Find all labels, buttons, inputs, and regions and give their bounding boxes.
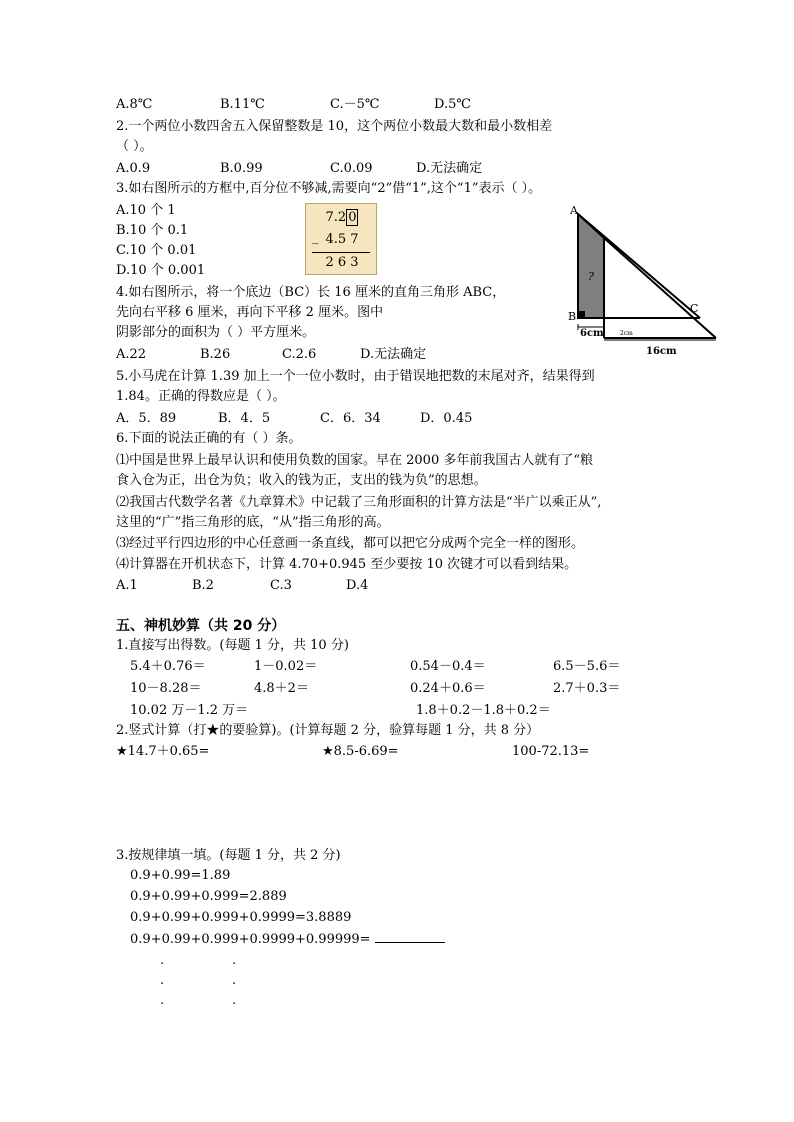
box-minus-sign: _ bbox=[312, 230, 319, 245]
q4-text-line3: 阴影部分的面积为（ ）平方厘米。 bbox=[116, 325, 316, 340]
q1-option-b: B.11℃ bbox=[220, 97, 265, 112]
q4-text-line1: 4.如右图所示，将一个底边（BC）长 16 厘米的直角三角形 ABC， bbox=[116, 285, 506, 300]
label-b: B bbox=[568, 310, 577, 323]
q2-text-line1: 2.一个两位小数四舍五入保留整数是 10，这个两位小数最大数和最小数相差 bbox=[116, 119, 553, 134]
q2-option-d: D.无法确定 bbox=[416, 161, 483, 176]
label-a: A bbox=[570, 204, 578, 217]
box-row1-digits: 7.2 bbox=[325, 210, 347, 225]
ellipsis-dot: . bbox=[232, 953, 237, 968]
q6-statement-2a: ⑵我国古代数学名著《九章算术》中记载了三角形面积的计算方法是“半广以乘正从”, bbox=[116, 495, 602, 510]
pattern-line-2: 0.9+0.99+0.999=2.889 bbox=[130, 889, 287, 904]
q5-option-d: D．0.45 bbox=[420, 411, 473, 426]
pattern-line-4-text: 0.9+0.99+0.999+0.9999+0.99999= bbox=[130, 932, 371, 947]
q4-option-d: D.无法确定 bbox=[360, 347, 427, 362]
section5-title: 五、神机妙算（共 20 分） bbox=[116, 618, 286, 634]
calc-2-1: 10－8.28＝ bbox=[130, 681, 202, 696]
shaded-region bbox=[578, 214, 604, 318]
box-row2: 4.5 7 bbox=[325, 232, 359, 247]
q5-option-a: A．5．89 bbox=[116, 411, 177, 426]
q5-text-line2: 1.84。正确的得数应是（ ）。 bbox=[116, 389, 286, 404]
vertical-calc-3: 100-72.13= bbox=[512, 744, 590, 759]
section5-part2: 2.竖式计算（打★的要验算)。(计算每题 2 分，验算每题 1 分，共 8 分） bbox=[116, 723, 540, 738]
q6-statement-2b: 这里的“广”指三角形的底，“从”指三角形的高。 bbox=[116, 515, 390, 530]
ellipsis-dot: . bbox=[160, 953, 165, 968]
box-row3: 2 6 3 bbox=[325, 255, 359, 270]
q6-option-a: A.1 bbox=[116, 578, 138, 593]
q2-option-b: B.0.99 bbox=[220, 161, 263, 176]
section5-part3: 3.按规律填一填。(每题 1 分，共 2 分) bbox=[116, 848, 341, 863]
label-6cm: 6cm bbox=[580, 328, 604, 339]
q1-option-c: C.－5℃ bbox=[330, 97, 380, 112]
calc-2-2: 4.8＋2＝ bbox=[254, 681, 309, 696]
q6-option-b: B.2 bbox=[192, 578, 214, 593]
q4-option-a: A.22 bbox=[116, 347, 147, 362]
pattern-line-1: 0.9+0.99=1.89 bbox=[130, 868, 231, 883]
q6-statement-4: ⑷计算器在开机状态下，计算 4.70+0.945 至少要按 10 次键才可以看到结果。 bbox=[116, 557, 578, 572]
q3-option-a: A.10 个 1 bbox=[116, 203, 176, 218]
label-16cm: 16cm bbox=[646, 346, 677, 357]
calc-3-1: 10.02 万－1.2 万＝ bbox=[130, 703, 249, 718]
q5-option-c: C．6．34 bbox=[320, 411, 381, 426]
q6-statement-1a: ⑴中国是世界上最早认识和使用负数的国家。早在 2000 多年前我国古人就有了“粮 bbox=[116, 453, 593, 468]
calc-1-4: 6.5－5.6＝ bbox=[553, 659, 621, 674]
box-row1 bbox=[314, 210, 370, 226]
triangle-translation-figure bbox=[566, 200, 726, 360]
calc-1-3: 0.54－0.4＝ bbox=[410, 659, 486, 674]
ellipsis-dot: . bbox=[232, 993, 237, 1008]
q5-text-line1: 5.小马虎在计算 1.39 加上一个一位小数时，由于错误地把数的末尾对齐，结果得到 bbox=[116, 369, 595, 384]
ellipsis-dot: . bbox=[160, 993, 165, 1008]
q4-option-c: C.2.6 bbox=[282, 347, 317, 362]
q6-option-d: D.4 bbox=[346, 578, 369, 593]
ellipsis-dot: . bbox=[232, 973, 237, 988]
q6-text: 6.下面的说法正确的有（ ）条。 bbox=[116, 431, 302, 446]
calc-3-3: 1.8＋0.2－1.8＋0.2＝ bbox=[416, 703, 551, 718]
vertical-calc-2: ★8.5-6.69= bbox=[322, 744, 399, 759]
section5-part1: 1.直接写出得数。(每题 1 分，共 10 分) bbox=[116, 638, 349, 653]
q3-option-b: B.10 个 0.1 bbox=[116, 223, 189, 238]
q5-option-b: B．4．5 bbox=[218, 411, 271, 426]
q3-option-d: D.10 个 0.001 bbox=[116, 263, 206, 278]
label-question: ? bbox=[588, 270, 594, 283]
label-2cm: 2cm bbox=[620, 330, 633, 337]
q6-option-c: C.3 bbox=[270, 578, 292, 593]
q2-option-a: A.0.9 bbox=[116, 161, 151, 176]
q1-option-d: D.5℃ bbox=[434, 97, 471, 112]
calc-1-1: 5.4＋0.76＝ bbox=[130, 659, 206, 674]
q3-option-c: C.10 个 0.01 bbox=[116, 243, 197, 258]
vertical-calc-1: ★14.7＋0.65= bbox=[116, 744, 210, 759]
q2-text-line2: （ ）。 bbox=[116, 139, 153, 154]
pattern-line-3: 0.9+0.99+0.999+0.9999=3.8889 bbox=[130, 910, 352, 925]
answer-blank[interactable] bbox=[375, 930, 445, 943]
q4-text-line2: 先向右平移 6 厘米，再向下平移 2 厘米。图中 bbox=[116, 305, 384, 320]
subtraction-box-figure bbox=[305, 203, 377, 275]
label-c: C bbox=[690, 302, 699, 315]
q1-option-a: A.8℃ bbox=[116, 97, 153, 112]
q3-text: 3.如右图所示的方框中,百分位不够减,需要向“2”借“1”,这个“1”表示（ ）。 bbox=[116, 181, 542, 196]
calc-2-4: 2.7＋0.3＝ bbox=[553, 681, 621, 696]
q4-option-b: B.26 bbox=[200, 347, 231, 362]
box-rule bbox=[312, 252, 370, 253]
q6-statement-3: ⑶经过平行四边形的中心任意画一条直线，都可以把它分成两个完全一样的图形。 bbox=[116, 536, 585, 551]
q6-statement-1b: 食入仓为正，出仓为负；收入的钱为正，支出的钱为负”的思想。 bbox=[116, 473, 487, 488]
calc-1-2: 1－0.02＝ bbox=[254, 659, 318, 674]
box-row1-boxed-zero: 0 bbox=[348, 210, 357, 225]
ellipsis-dot: . bbox=[160, 973, 165, 988]
pattern-line-4 bbox=[130, 930, 445, 949]
q2-option-c: C.0.09 bbox=[330, 161, 373, 176]
calc-2-3: 0.24＋0.6＝ bbox=[410, 681, 486, 696]
